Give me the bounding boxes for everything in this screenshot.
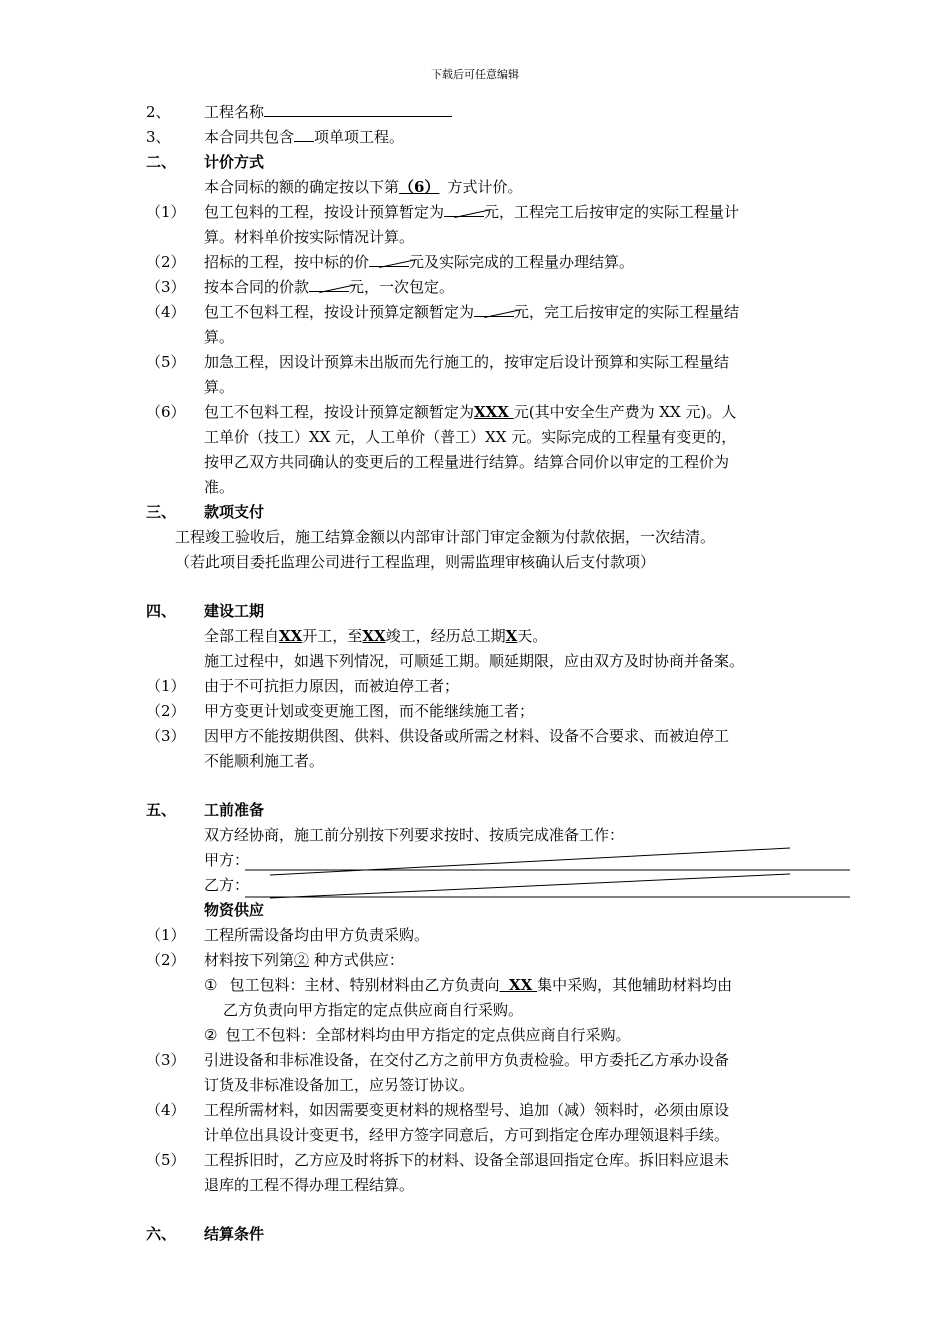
list-number: （3） bbox=[146, 727, 186, 745]
pricing-item-1: 包工包料的工程，按设计预算暂定为 元，工程完工后按审定的实际工程量计 bbox=[204, 203, 740, 221]
project-count-line: 本合同共包含 项单项工程。 bbox=[204, 128, 405, 146]
supply-item-4-cont: 计单位出具设计变更书，经甲方签字同意后，方可到指定仓库办理领退料手续。 bbox=[204, 1126, 730, 1144]
supply-subtitle: 物资供应 bbox=[204, 901, 265, 919]
section-number: 二、 bbox=[146, 153, 177, 171]
schedule-line-2: 施工过程中，如遇下列情况，可顺延工期。顺延期限，应由双方及时协商并备案。 bbox=[204, 652, 745, 670]
pricing-intro: 本合同标的额的确定按以下第（6） 方式计价。 bbox=[204, 178, 523, 196]
pricing-item-3: 按本合同的价款 元，一次包定。 bbox=[204, 278, 455, 296]
item-number: 3、 bbox=[146, 128, 171, 146]
supply-item-4: 工程所需材料，如因需要变更材料的规格型号、追加（减）领料时，必须由原设 bbox=[204, 1101, 730, 1119]
payment-text: 工程竣工验收后，施工结算金额以内部审计部门审定金额为付款依据，一次结清。 bbox=[175, 528, 716, 546]
item-number: 2、 bbox=[146, 103, 171, 121]
supply-item-5-cont: 退库的工程不得办理工程结算。 bbox=[204, 1176, 415, 1194]
pricing-item-6-cont: 准。 bbox=[204, 478, 235, 496]
schedule-item-3-cont: 不能顺利施工者。 bbox=[204, 752, 325, 770]
pricing-item-1-cont: 算。材料单价按实际情况计算。 bbox=[204, 228, 415, 246]
section-number: 四、 bbox=[146, 602, 177, 620]
pricing-amount: XXX bbox=[474, 403, 509, 421]
supply-item-3-cont: 订货及非标准设备加工，应另签订协议。 bbox=[204, 1076, 475, 1094]
list-number: （6） bbox=[146, 403, 186, 421]
section-title-prep: 工前准备 bbox=[204, 801, 265, 819]
payment-note: （若此项目委托监理公司进行工程监理，则需监理审核确认后支付款项） bbox=[175, 553, 656, 571]
pricing-item-6-cont: 工单价（技工）XX 元，人工单价（普工）XX 元。实际完成的工程量有变更的， bbox=[204, 428, 737, 446]
supply-item-5: 工程拆旧时，乙方应及时将拆下的材料、设备全部退回指定仓库。拆旧料应退未 bbox=[204, 1151, 730, 1169]
list-number: （1） bbox=[146, 203, 186, 221]
section-title-settle: 结算条件 bbox=[204, 1225, 265, 1243]
pricing-item-6-cont: 按甲乙双方共同确认的变更后的工程量进行结算。结算合同价以审定的工程价为 bbox=[204, 453, 730, 471]
supply-item-2: 材料按下列第② 种方式供应： bbox=[204, 951, 404, 969]
list-number: （4） bbox=[146, 1101, 186, 1119]
list-number: （2） bbox=[146, 702, 186, 720]
pricing-choice: （6） bbox=[399, 178, 440, 196]
pricing-item-5: 加急工程，因设计预算未出版而先行施工的，按审定后设计预算和实际工程量结 bbox=[204, 353, 730, 371]
party-b-label: 乙方： bbox=[204, 876, 250, 894]
end-date: XX bbox=[362, 627, 386, 645]
pricing-item-4-cont: 算。 bbox=[204, 328, 235, 346]
project-name-label: 工程名称 bbox=[204, 103, 265, 121]
schedule-item-1: 由于不可抗拒力原因，而被迫停工者； bbox=[204, 677, 460, 695]
schedule-line-1: 全部工程自XX开工，至XX竣工，经历总工期X天。 bbox=[204, 627, 548, 645]
list-number: （1） bbox=[146, 677, 186, 695]
schedule-item-3: 因甲方不能按期供图、供料、供设备或所需之材料、设备不合要求、而被迫停工 bbox=[204, 727, 730, 745]
list-number: （1） bbox=[146, 926, 186, 944]
section-title-payment: 款项支付 bbox=[204, 503, 265, 521]
pricing-item-5-cont: 算。 bbox=[204, 378, 235, 396]
pricing-item-6: 包工不包料工程，按设计预算定额暂定为XXX 元(其中安全生产费为 XX 元)。人 bbox=[204, 403, 737, 421]
supply-item-1: 工程所需设备均由甲方负责采购。 bbox=[204, 926, 430, 944]
list-number: （2） bbox=[146, 253, 186, 271]
section-number: 五、 bbox=[146, 801, 177, 819]
list-number: （2） bbox=[146, 951, 186, 969]
party-a-label: 甲方： bbox=[204, 851, 250, 869]
total-days: X bbox=[505, 627, 518, 645]
schedule-item-2: 甲方变更计划或变更施工图，而不能继续施工者； bbox=[204, 702, 535, 720]
pricing-item-4: 包工不包料工程，按设计预算定额暂定为 元，完工后按审定的实际工程量结 bbox=[204, 303, 740, 321]
start-date: XX bbox=[279, 627, 303, 645]
section-title-pricing: 计价方式 bbox=[204, 153, 265, 171]
section-number: 三、 bbox=[146, 503, 177, 521]
list-number: （3） bbox=[146, 278, 186, 296]
list-number: （3） bbox=[146, 1051, 186, 1069]
list-number: （5） bbox=[146, 353, 186, 371]
section-title-schedule: 建设工期 bbox=[204, 602, 265, 620]
supply-sub-1-cont: 乙方负责向甲方指定的定点供应商自行采购。 bbox=[223, 1001, 524, 1019]
supplier: XX bbox=[509, 976, 533, 994]
supply-choice: ② bbox=[294, 951, 310, 969]
prep-intro: 双方经协商，施工前分别按下列要求按时、按质完成准备工作： bbox=[204, 826, 625, 844]
supply-sub-2: ② 包工不包料：全部材料均由甲方指定的定点供应商自行采购。 bbox=[204, 1026, 631, 1044]
list-number: （4） bbox=[146, 303, 186, 321]
section-number: 六、 bbox=[146, 1225, 177, 1243]
supply-item-3: 引进设备和非标准设备，在交付乙方之前甲方负责检验。甲方委托乙方承办设备 bbox=[204, 1051, 730, 1069]
supply-sub-1: ① 包工包料：主材、特别材料由乙方负责向 XX 集中采购，其他辅助材料均由 bbox=[204, 976, 733, 994]
list-number: （5） bbox=[146, 1151, 186, 1169]
page-header: 下载后可任意编辑 bbox=[431, 68, 519, 81]
pricing-item-2: 招标的工程，按中标的价 元及实际完成的工程量办理结算。 bbox=[204, 253, 635, 271]
